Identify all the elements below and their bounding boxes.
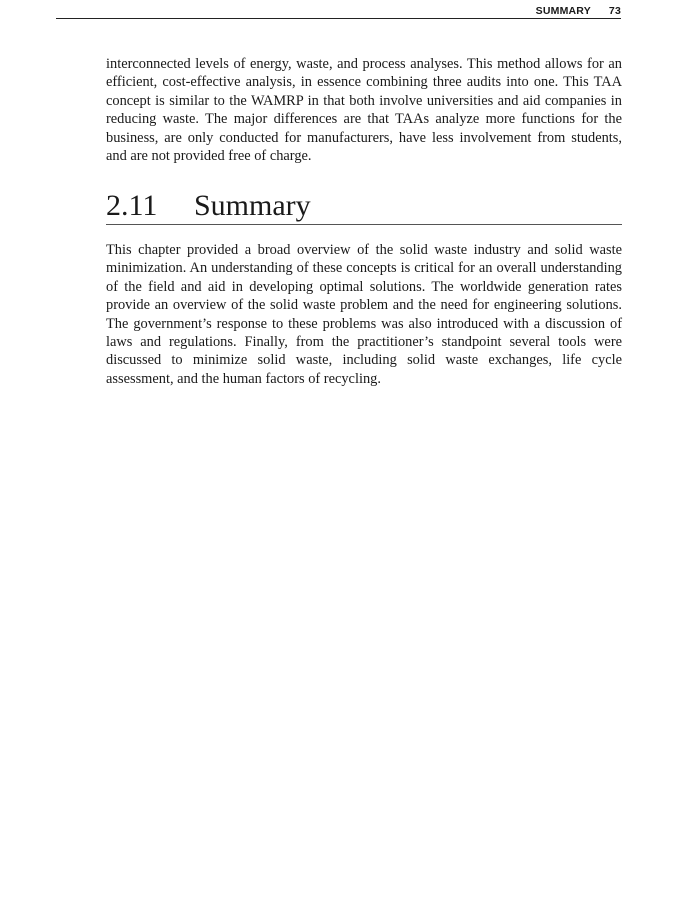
page-number: 73: [608, 5, 621, 17]
section-heading: [106, 188, 622, 225]
section-title: Summary: [194, 189, 311, 222]
running-header: [56, 4, 621, 19]
section-number: 2.11: [106, 189, 158, 222]
summary-paragraph: This chapter provided a broad overview of the solid waste industry and solid waste minimization. An understanding of these concepts is critical for an overall understanding of the field and aid in developing optimal solutions. The worldwide generation rates provide an overview of the solid waste problem and the need for engineering solutions. The government’s response to these problems was also introduced with a discussion of laws and regulations. Finally, from the practitioner’s standpoint several tools were discussed to minimize solid waste, including solid waste exchanges, life cycle assessment, and the human factors of recycling.: [106, 242, 622, 387]
running-header-title: SUMMARY: [535, 5, 591, 17]
intro-paragraph: interconnected levels of energy, waste, and process analyses. This method allows for an efficient, cost-effective analysis, in essence combining three audits into one. This TAA concept is similar to the WAMRP in that both involve universities and aid companies in reducing waste. The major differences are that TAAs analyze more functions for the business, are only conducted for manufacturers, have less involvement from students, and are not provided free of charge.: [106, 56, 622, 165]
